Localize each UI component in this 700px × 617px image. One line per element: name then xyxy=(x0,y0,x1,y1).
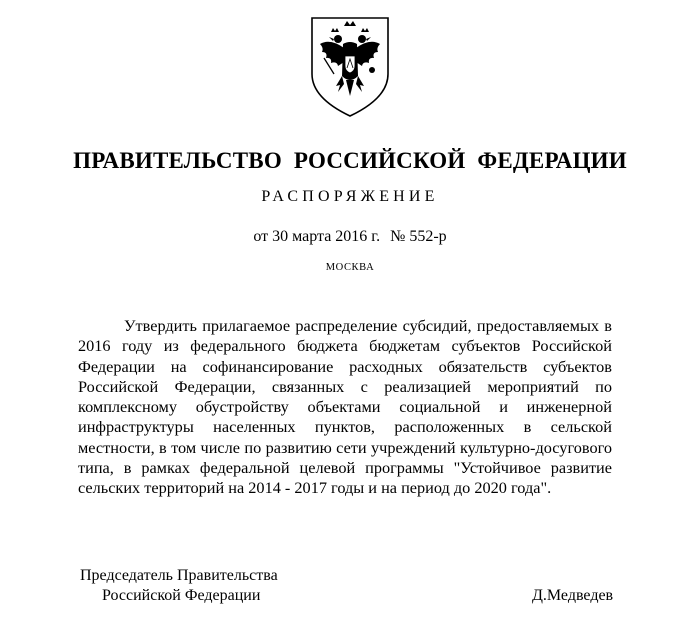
signer-title xyxy=(80,566,278,606)
double-headed-eagle-coat-of-arms-icon xyxy=(300,12,400,120)
document-date-line xyxy=(0,228,700,246)
signer-title-line-1: Председатель Правительства xyxy=(80,567,278,584)
government-name-heading: ПРАВИТЕЛЬСТВО РОССИЙСКОЙ ФЕДЕРАЦИИ xyxy=(73,148,627,173)
document-number: № 552-р xyxy=(390,228,447,245)
document-type-heading: РАСПОРЯЖЕНИЕ xyxy=(261,188,439,205)
signer-name: Д.Медведев xyxy=(532,587,614,604)
document-body-paragraph: Утвердить прилагаемое распределение субсидий, предоставляемых в 2016 году из федерального бюджета бюджетам субъектов Российской Федерации на софинансирование расходных обязательств субъектов Российской Федерации, связанных с реализацией мероприятий по комплексному обустройству объектами социальной и инженерной инфраструктуры населенных пунктов, расположенных в сельской местности, в том числе по развитию сети учреждений культурно-досугового типа, в рамках федеральной целевой программы "Устойчивое развитие сельских территорий на 2014 - 2017 годы и на период до 2020 года". xyxy=(78,316,612,498)
document-date: от 30 марта 2016 г. xyxy=(253,228,381,245)
document-city: МОСКВА xyxy=(325,262,375,273)
signer-title-line-2: Российской Федерации xyxy=(102,587,261,604)
